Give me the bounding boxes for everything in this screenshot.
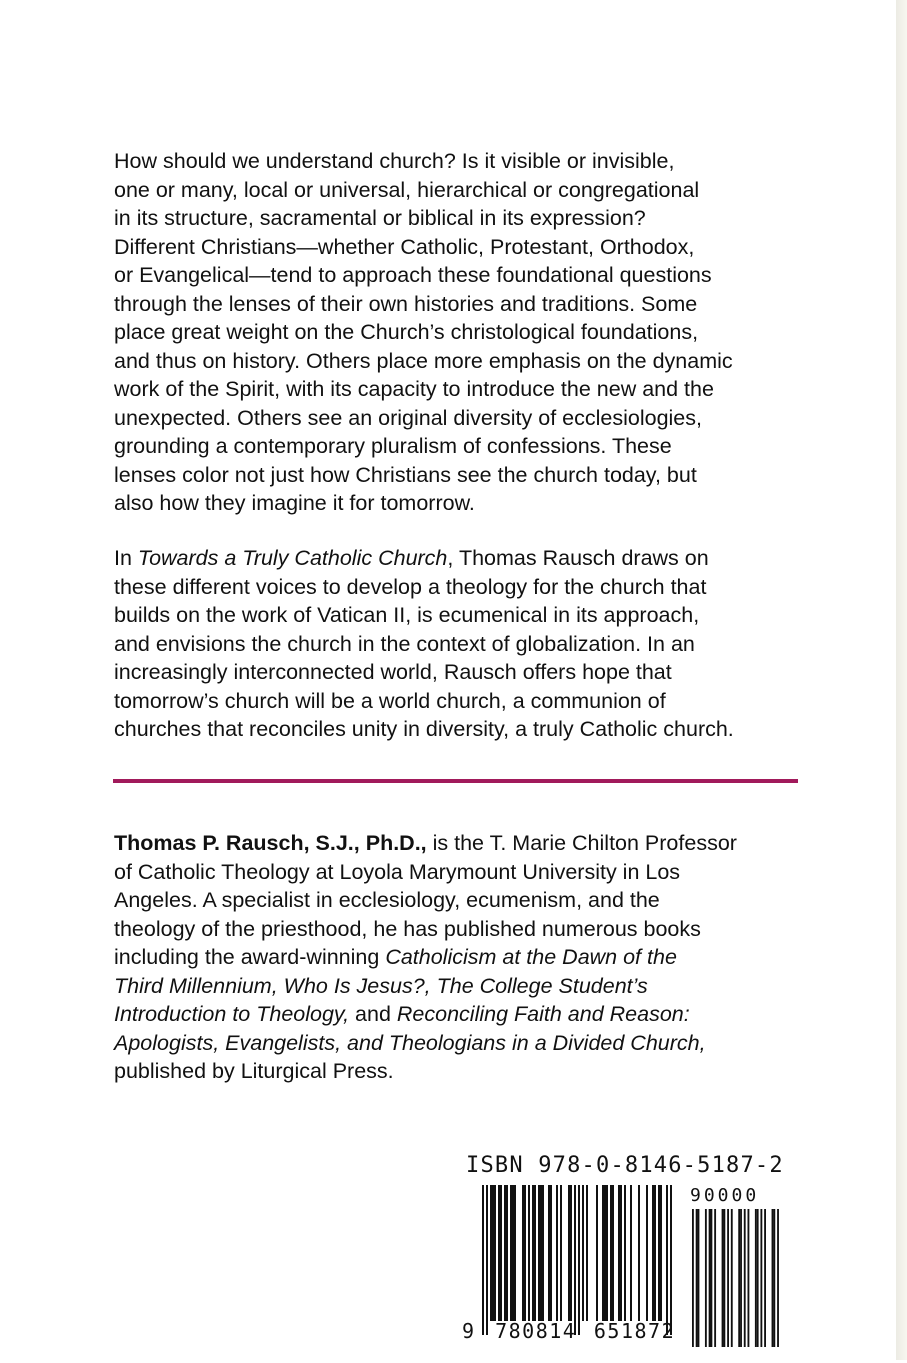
text-line: place great weight on the Church’s christological foundations, <box>114 320 699 344</box>
barcode-bar <box>570 1185 572 1321</box>
barcode-bar <box>624 1185 626 1321</box>
barcode-bar <box>510 1185 512 1321</box>
bio-text: is the T. Marie Chilton Professor <box>426 831 737 855</box>
addon-bar <box>760 1209 762 1347</box>
addon-digits: 90000 <box>690 1185 760 1206</box>
text-line: and thus on history. Others place more emphasis on the dynamic <box>114 348 733 373</box>
barcode-bar <box>654 1185 656 1321</box>
text-line: builds on the work of Vatican II, is ecumenical in its approach, <box>114 603 700 627</box>
addon-bar <box>764 1209 766 1347</box>
addon-bar <box>748 1209 750 1347</box>
barcode-bar <box>542 1185 544 1321</box>
book-title: Third Millennium, Who Is Jesus?, The College Student’s <box>114 973 648 998</box>
bio-text: and <box>349 1002 397 1026</box>
isbn-barcode <box>462 1153 792 1363</box>
ean-left-digits: 780814 <box>495 1319 577 1343</box>
barcode-bar <box>612 1185 614 1321</box>
addon-bar <box>731 1209 733 1347</box>
barcode-bar <box>606 1185 608 1321</box>
text-line: through the lenses of their own histories and traditions. Some <box>114 291 698 316</box>
p2-after-title: , Thomas Rausch draws on <box>447 546 709 570</box>
addon-bar <box>744 1209 746 1347</box>
bio-line: theology of the priesthood, he has published numerous books <box>114 916 701 941</box>
addon-bar <box>714 1209 716 1347</box>
page-edge <box>896 0 907 1360</box>
text-line: also how they imagine it for tomorrow. <box>114 491 475 515</box>
barcode-bar <box>492 1185 494 1321</box>
barcode-bar <box>498 1185 500 1321</box>
barcode-bar <box>494 1185 496 1321</box>
barcode-bar <box>568 1185 570 1321</box>
addon-bar <box>723 1209 725 1347</box>
barcode-bar <box>500 1185 502 1321</box>
barcode-bar <box>610 1185 612 1321</box>
barcode-bar <box>514 1185 516 1321</box>
text-line: grounding a contemporary pluralism of confessions. These <box>114 434 672 458</box>
p2-intro: In <box>114 546 138 570</box>
book-title: Apologists, Evangelists, and Theologians in a Divided Church, <box>114 1030 706 1055</box>
barcode-bar <box>540 1185 542 1321</box>
bio-line <box>114 831 737 855</box>
barcode-bar <box>582 1185 584 1321</box>
ean-right-digits: 651872 <box>593 1319 676 1343</box>
text-line: How should we understand church? Is it visible or invisible, <box>114 149 675 173</box>
barcode-bar <box>550 1185 552 1321</box>
text-line: tomorrow’s church will be a world church, a communion of <box>114 688 666 713</box>
addon-bar <box>755 1209 757 1347</box>
barcode-bar <box>596 1185 598 1321</box>
text-line: unexpected. Others see an original diversity of ecclesiologies, <box>114 405 702 430</box>
bio-line: of Catholic Theology at Loyola Marymount University in Los <box>114 859 681 884</box>
barcode-bar <box>638 1185 640 1321</box>
barcode-bar <box>490 1185 492 1321</box>
barcode-bar <box>548 1185 550 1321</box>
book-title: Introduction to Theology, <box>114 1002 350 1026</box>
addon-bar <box>722 1209 724 1347</box>
barcode-bar <box>524 1185 526 1321</box>
barcode-bar <box>660 1185 662 1321</box>
bio-line <box>114 945 677 969</box>
barcode-bar <box>534 1185 536 1321</box>
barcode-bar <box>504 1185 506 1321</box>
barcode-bar <box>620 1185 622 1321</box>
barcode-bar <box>630 1185 632 1321</box>
text-line: these different voices to develop a theology for the church that <box>114 574 707 599</box>
text-line: Different Christians—whether Catholic, Protestant, Orthodox, <box>114 234 695 259</box>
blurb-p2-line <box>114 546 709 570</box>
blurb-paragraph-1 <box>114 147 814 518</box>
text-line: work of the Spirit, with its capacity to introduce the new and the <box>114 377 714 401</box>
text-line: churches that reconciles unity in diversity, a truly Catholic church. <box>114 717 734 741</box>
divider-rule <box>113 779 798 783</box>
text-line: or Evangelical—tend to approach these foundational questions <box>114 263 712 287</box>
barcode-bar <box>604 1185 606 1321</box>
book-title: Catholicism at the Dawn of the <box>385 945 677 969</box>
bio-line: Angeles. A specialist in ecclesiology, ecumenism, and the <box>114 888 660 912</box>
bio-line <box>114 1002 690 1026</box>
addon-bar <box>709 1209 711 1347</box>
barcode-bar <box>560 1185 562 1321</box>
barcode-bar <box>512 1185 514 1321</box>
author-bio <box>114 829 814 1086</box>
barcode-bar <box>482 1185 484 1335</box>
barcode-bar <box>506 1185 508 1321</box>
addon-bar <box>698 1209 700 1347</box>
ean-digits <box>462 1319 675 1343</box>
addon-bar <box>757 1209 759 1347</box>
text-line: increasingly interconnected world, Rausch offers hope that <box>114 660 672 684</box>
barcode-bar <box>528 1185 530 1321</box>
barcode-bar <box>532 1185 534 1321</box>
addon-bar <box>772 1209 774 1347</box>
isbn-label: ISBN 978-0-8146-5187-2 <box>466 1153 784 1178</box>
addon-bar <box>711 1209 713 1347</box>
barcode-bar <box>658 1185 660 1321</box>
barcode-bar <box>670 1185 672 1335</box>
bio-line <box>114 1031 706 1055</box>
book-title: Towards a Truly Catholic Church <box>137 546 448 570</box>
ean-first-digit: 9 <box>462 1319 476 1343</box>
bio-line <box>114 974 648 998</box>
barcode-bar <box>522 1185 524 1321</box>
book-title: Reconciling Faith and Reason: <box>396 1002 690 1026</box>
barcode-bar <box>586 1185 588 1321</box>
addon-bar <box>773 1209 775 1347</box>
bio-line: published by Liturgical Press. <box>114 1059 394 1083</box>
barcode-bar <box>652 1185 654 1321</box>
barcode-bar <box>556 1185 558 1321</box>
addon-bar <box>696 1209 698 1347</box>
text-line: one or many, local or universal, hierarchical or congregational <box>114 177 700 202</box>
text-line: lenses color not just how Christians see the church today, but <box>114 462 697 487</box>
addon-bar <box>740 1209 742 1347</box>
text-line: and envisions the church in the context of globalization. In an <box>114 631 695 656</box>
text-line: in its structure, sacramental or biblical in its expression? <box>114 206 646 230</box>
bio-text: including the award-winning <box>114 945 386 969</box>
barcode-bar <box>486 1185 488 1335</box>
blurb-paragraph-2 <box>114 544 814 744</box>
addon-bar <box>777 1209 779 1347</box>
barcode-bar <box>646 1185 648 1321</box>
addon-bar <box>727 1209 729 1347</box>
barcode-bar <box>538 1185 540 1321</box>
barcode-bar <box>618 1185 620 1321</box>
addon-bar <box>692 1209 694 1347</box>
author-name: Thomas P. Rausch, S.J., Ph.D., <box>114 831 427 855</box>
barcode-bar <box>574 1185 576 1335</box>
addon-bar <box>738 1209 740 1347</box>
barcode-bar <box>578 1185 580 1335</box>
barcode-bar <box>602 1185 604 1321</box>
barcode-bar <box>666 1185 668 1335</box>
addon-bar <box>705 1209 707 1347</box>
